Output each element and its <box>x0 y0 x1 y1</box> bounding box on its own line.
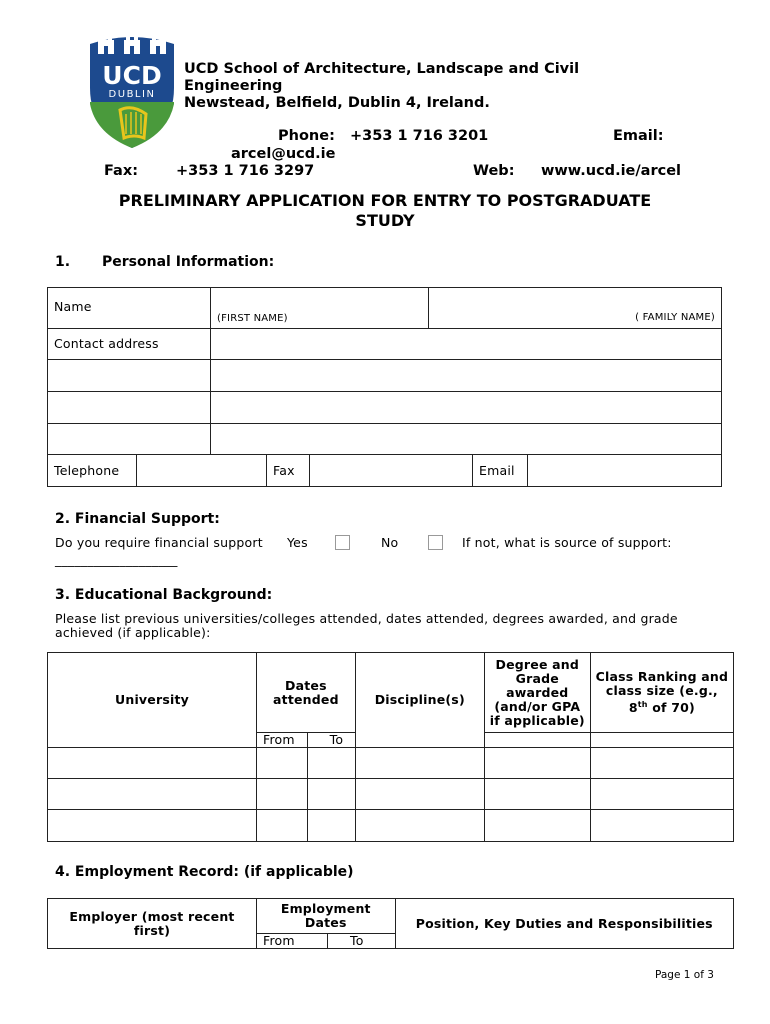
ucd-logo <box>88 30 176 150</box>
school-address: Newstead, Belfield, Dublin 4, Ireland. <box>184 95 490 111</box>
address-label-blank-4 <box>48 424 211 455</box>
education-row-3 <box>48 810 734 842</box>
edu-2-from[interactable] <box>257 779 308 810</box>
education-instructions-1: Please list previous universities/colleges attended, dates attended, degrees awarded, and grade <box>55 611 678 626</box>
yes-checkbox[interactable] <box>335 535 350 550</box>
col-class-ranking-a: Class Ranking and class size (e.g., 8 <box>595 668 729 716</box>
col-degree: Degree and Grade awarded (and/or GPA if applicable) <box>484 653 590 733</box>
logo-ucd-text: UCD <box>102 61 162 90</box>
col-employment-dates: Employment Dates <box>257 899 396 934</box>
col-to: To <box>307 733 355 748</box>
emp-col-from: From <box>257 934 328 949</box>
no-label: No <box>381 535 399 550</box>
col-university: University <box>48 653 257 748</box>
col-employer: Employer (most recent first) <box>48 899 257 949</box>
yes-label: Yes <box>287 535 308 550</box>
web-label: Web: <box>473 163 515 179</box>
email-field-label: Email <box>473 455 528 487</box>
page-title-line2: STUDY <box>355 211 415 230</box>
phone-value: +353 1 716 3201 <box>350 128 489 144</box>
telephone-label: Telephone <box>48 455 137 487</box>
email-value: arcel@ucd.ie <box>231 146 336 162</box>
section4-title: 4. Employment Record: (if applicable) <box>55 864 354 880</box>
col-dates-attended: Dates attended <box>257 653 356 733</box>
fax-label: Fax: <box>104 163 138 179</box>
no-checkbox[interactable] <box>428 535 443 550</box>
edu-3-to[interactable] <box>307 810 355 842</box>
address-label-cell <box>48 329 211 360</box>
web-value: www.ucd.ie/arcel <box>541 163 682 179</box>
col-class-ranking-b: of 70) <box>647 700 695 716</box>
address-label: Contact address <box>54 336 159 351</box>
name-label-cell <box>48 288 211 329</box>
fax-value: +353 1 716 3297 <box>176 163 315 179</box>
section3-title: 3. Educational Background: <box>55 587 273 603</box>
edu-3-university[interactable] <box>48 810 257 842</box>
address-field-1[interactable] <box>211 329 722 360</box>
first-name-hint: (FIRST NAME) <box>217 313 288 324</box>
address-field-4[interactable] <box>211 424 722 455</box>
col-class-ranking <box>590 653 733 733</box>
col-disciplines: Discipline(s) <box>355 653 484 748</box>
page-title-line1: PRELIMINARY APPLICATION FOR ENTRY TO POSTGRADUATE <box>118 191 652 210</box>
edu-2-to[interactable] <box>307 779 355 810</box>
fax-field-label: Fax <box>267 455 310 487</box>
edu-2-class[interactable] <box>590 779 733 810</box>
employment-table <box>47 898 734 949</box>
email-label: Email: <box>613 128 664 144</box>
address-field-2[interactable] <box>211 360 722 392</box>
edu-1-to[interactable] <box>307 748 355 779</box>
address-label-blank-2 <box>48 360 211 392</box>
financial-question: Do you require financial support <box>55 535 263 550</box>
edu-2-degree[interactable] <box>484 779 590 810</box>
edu-1-class[interactable] <box>590 748 733 779</box>
education-row-1 <box>48 748 734 779</box>
section1-number: 1. <box>55 254 71 270</box>
edu-1-discipline[interactable] <box>355 748 484 779</box>
section1-title: Personal Information: <box>102 254 275 270</box>
edu-3-discipline[interactable] <box>355 810 484 842</box>
education-table <box>47 652 734 842</box>
family-name-hint: ( FAMILY NAME) <box>635 312 715 323</box>
edu-1-degree[interactable] <box>484 748 590 779</box>
degree-subheader-blank <box>484 733 590 748</box>
support-source-blank[interactable]: ___________________ <box>55 552 178 567</box>
col-class-ranking-sup: th <box>637 699 648 709</box>
section2-title: 2. Financial Support: <box>55 511 220 527</box>
edu-1-from[interactable] <box>257 748 308 779</box>
education-instructions-2: achieved (if applicable): <box>55 625 211 640</box>
page-number: Page 1 of 3 <box>655 969 714 981</box>
telephone-field[interactable] <box>137 455 267 487</box>
class-subheader-blank <box>590 733 733 748</box>
emp-col-to: To <box>328 934 396 949</box>
first-name-field[interactable] <box>211 288 429 329</box>
education-row-2 <box>48 779 734 810</box>
edu-2-discipline[interactable] <box>355 779 484 810</box>
family-name-field[interactable] <box>429 288 722 329</box>
col-from: From <box>257 733 308 748</box>
logo-dublin-text: DUBLIN <box>108 89 156 100</box>
school-name-cont: Engineering <box>184 78 283 94</box>
email-field[interactable] <box>528 455 722 487</box>
address-label-blank-3 <box>48 392 211 424</box>
edu-1-university[interactable] <box>48 748 257 779</box>
edu-3-from[interactable] <box>257 810 308 842</box>
fax-field[interactable] <box>310 455 473 487</box>
edu-2-university[interactable] <box>48 779 257 810</box>
col-position: Position, Key Duties and Responsibilities <box>395 899 733 949</box>
phone-label: Phone: <box>278 128 335 144</box>
school-name: UCD School of Architecture, Landscape and Civil <box>184 61 580 77</box>
address-field-3[interactable] <box>211 392 722 424</box>
edu-3-class[interactable] <box>590 810 733 842</box>
personal-info-table <box>47 287 722 487</box>
name-label: Name <box>54 299 92 314</box>
support-source-label: If not, what is source of support: <box>462 535 672 550</box>
edu-3-degree[interactable] <box>484 810 590 842</box>
